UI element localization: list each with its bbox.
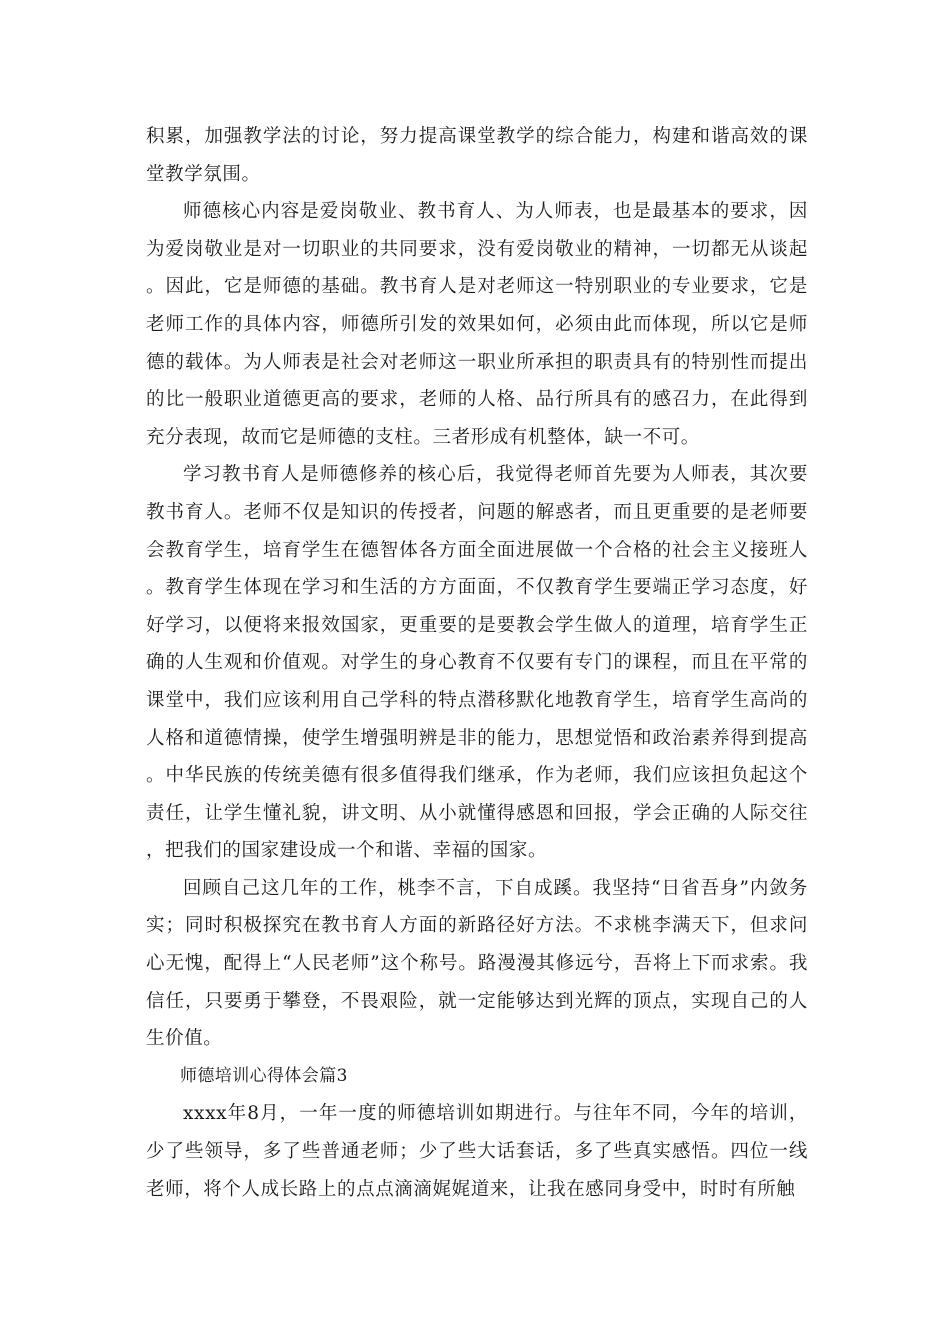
document-body <box>146 118 808 1208</box>
paragraph-section-3: xxxx年8月，一年一度的师德培训如期进行。与往年不同，今年的培训，少了些领导，多了些普通老师；少了些大话套话，多了些真实感悟。四位一线老师，将个人成长路上的点点滴滴娓娓道来，让我在感同身受中，时时有所触 <box>146 1103 808 1200</box>
paragraph-continued: 积累，加强教学法的讨论，努力提高课堂教学的综合能力，构建和谐高效的课堂教学氛围。 <box>146 126 808 185</box>
paragraph-teaching-educating: 学习教书育人是师德修养的核心后，我觉得老师首先要为人师表，其次要教书育人。老师不仅是知识的传授者，问题的解惑者，而且更重要的是老师要会教育学生，培育学生在德智体各方面全面进展做一个合格的社会主义接班人。教育学生体现在学习和生活的方方面面，不仅教育学生要端正学习态度，好好学习，以便将来报效国家，更重要的是要教会学生做人的道理，培育学生正确的人生观和价值观。对学生的身心教育不仅要有专门的课程，而且在平常的课堂中，我们应该利用自己学科的特点潜移默化地教育学生，培育学生高尚的人格和道德情操，使学生增强明辨是非的能力，思想觉悟和政治素养得到提高。中华民族的传统美德有很多值得我们继承，作为老师，我们应该担负起这个责任，让学生懂礼貌，讲文明、从小就懂得感恩和回报，学会正确的人际交往，把我们的国家建设成一个和谐、幸福的国家。 <box>146 464 808 862</box>
paragraph-review: 回顾自己这几年的工作，桃李不言，下自成蹊。我坚持“日省吾身”内敛务实；同时积极探究在教书育人方面的新路径好方法。不求桃李满天下，但求问心无愧，配得上“人民老师”这个称号。路漫漫其修远兮，吾将上下而求索。我信任，只要勇于攀登，不畏艰险，就一定能够达到光辉的顶点，实现自己的人生价值。 <box>146 877 808 1050</box>
paragraph-core-content: 师德核心内容是爱岗敬业、教书育人、为人师表，也是最基本的要求，因为爱岗敬业是对一切职业的共同要求，没有爱岗敬业的精神，一切都无从谈起。因此，它是师德的基础。教书育人是对老师这一特别职业的专业要求，它是老师工作的具体内容，师德所引发的效果如何，必须由此而体现，所以它是师德的载体。为人师表是社会对老师这一职业所承担的职责具有的特别性而提出的比一般职业道德更高的要求，老师的人格、品行所具有的感召力，在此得到充分表现，故而它是师德的支柱。三者形成有机整体，缺一不可。 <box>146 201 808 448</box>
section-heading: 师德培训心得体会篇3 <box>180 1065 348 1086</box>
